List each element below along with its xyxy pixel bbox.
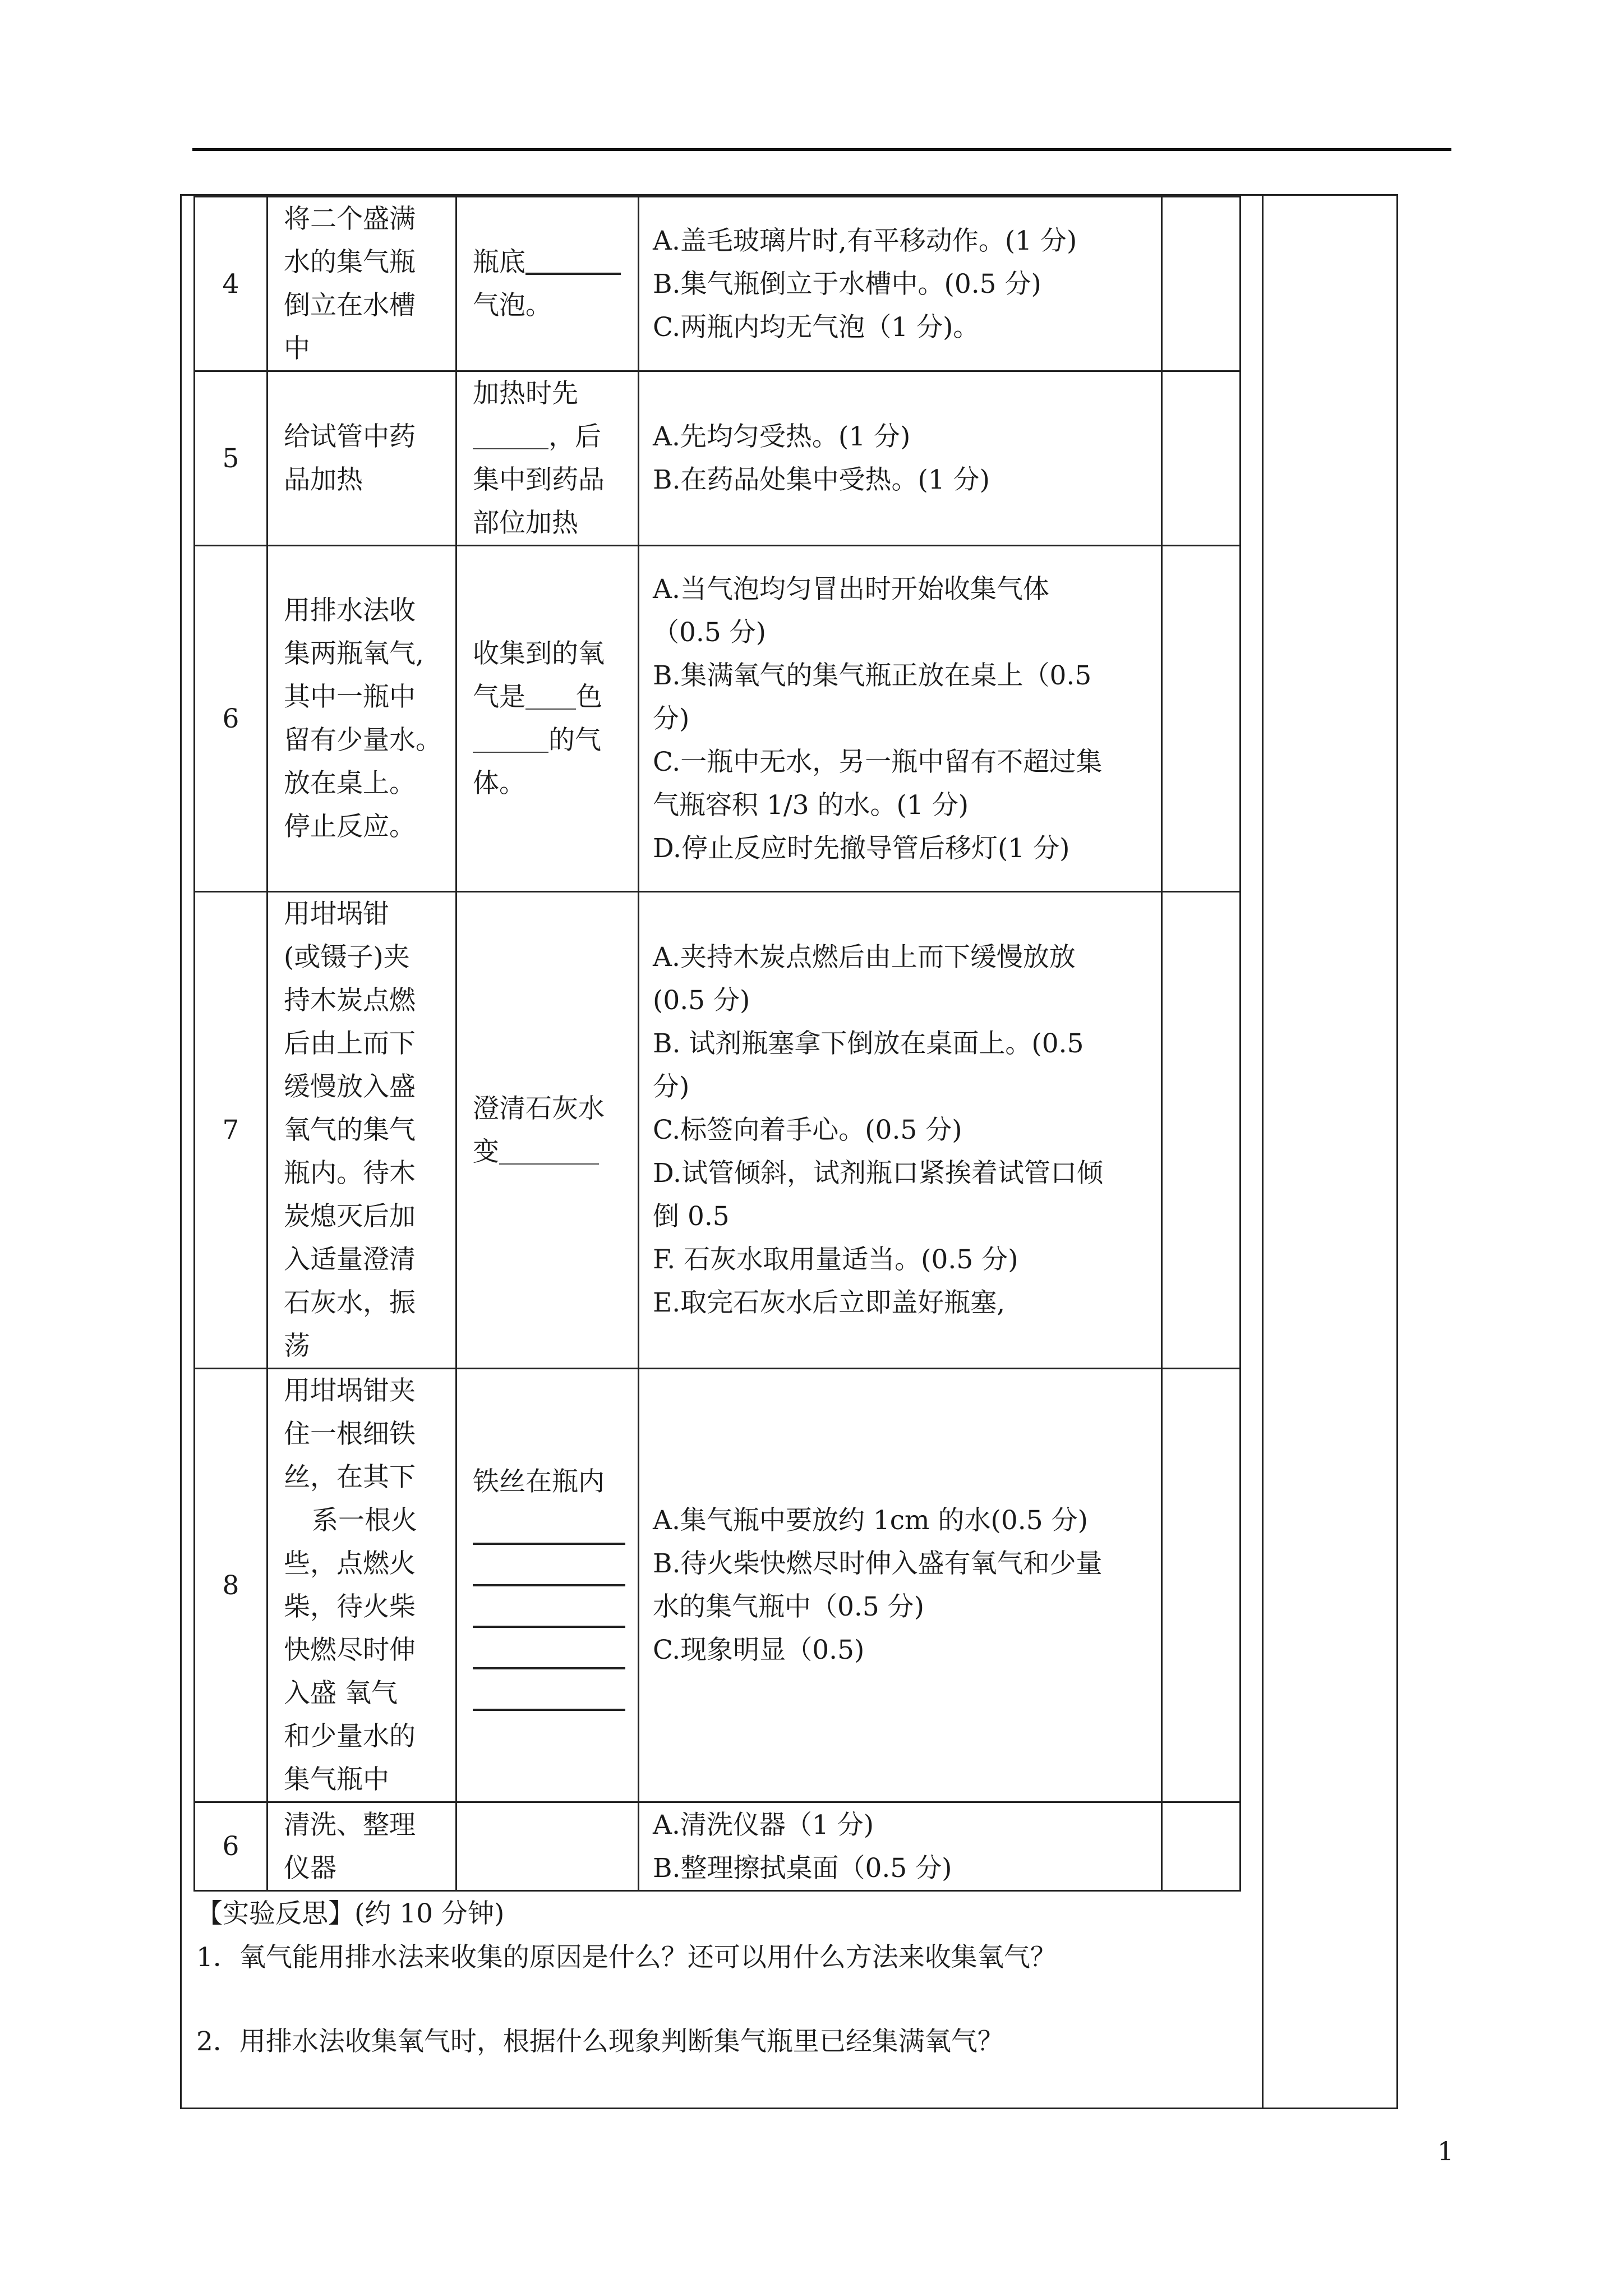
criteria-cell	[639, 546, 1162, 892]
criteria-line: 分)	[653, 703, 690, 734]
operation-line: 持木炭点燃	[284, 985, 416, 1016]
phenomenon-cell	[457, 892, 639, 1369]
criteria-line: A.集气瓶中要放约 1cm 的水(0.5 分)	[653, 1505, 1088, 1536]
criteria-line: A.当气泡均匀冒出时开始收集气体	[653, 573, 1049, 605]
phenomenon-text: 集中到药品	[473, 464, 605, 495]
criteria-line: D.试管倾斜，试剂瓶口紧挨着试管口倾	[653, 1158, 1103, 1189]
operation-line: 中	[284, 333, 310, 364]
phenomenon-cell	[457, 546, 639, 892]
criteria-cell	[639, 197, 1162, 371]
reflection-heading: 【实验反思】(约 10 分钟)	[196, 1898, 505, 1929]
operation-cell	[268, 892, 457, 1369]
reflection-question-1: 1．氧气能用排水法来收集的原因是什么？还可以用什么方法来收集氧气？	[196, 1942, 1057, 1973]
answer-blank[interactable]	[525, 682, 576, 710]
phenomenon-text: 铁丝在瓶内	[473, 1466, 605, 1497]
phenomenon-text: 气是	[473, 682, 525, 712]
operation-line: 留有少量水。	[284, 725, 442, 756]
operation-line: 石灰水，振	[284, 1287, 416, 1318]
operation-line: 集气瓶中	[284, 1764, 389, 1795]
table-row	[195, 546, 1241, 892]
answer-blank[interactable]	[473, 725, 548, 753]
phenomenon-text: 色	[576, 682, 602, 712]
criteria-line: B.待火柴快燃尽时伸入盛有氧气和少量	[653, 1548, 1103, 1579]
operation-line: 缓慢放入盛	[284, 1071, 416, 1102]
score-cell	[1162, 546, 1241, 892]
operation-line: 集两瓶氧气,	[284, 638, 424, 669]
row-number: 5	[195, 371, 268, 546]
table-row	[195, 1369, 1241, 1802]
row-number: 7	[195, 892, 268, 1369]
operation-line: 住一根细铁	[284, 1419, 416, 1450]
experiment-table	[193, 196, 1241, 1892]
phenomenon-text: 体。	[473, 768, 525, 799]
criteria-line: B. 试剂瓶塞拿下倒放在桌面上。(0.5	[653, 1028, 1084, 1059]
operation-cell	[268, 197, 457, 371]
criteria-line: （0.5 分)	[653, 616, 767, 648]
table-row	[195, 892, 1241, 1369]
operation-line: 给试管中药	[284, 421, 416, 452]
operation-line: 其中一瓶中	[284, 682, 416, 712]
operation-line: 氧气的集气	[284, 1115, 416, 1145]
operation-line: 仪器	[284, 1852, 336, 1884]
score-cell	[1162, 1369, 1241, 1802]
criteria-line: A.先均匀受热。(1 分)	[653, 421, 911, 452]
criteria-line: C.标签向着手心。(0.5 分)	[653, 1115, 962, 1145]
criteria-line: C.一瓶中无水，另一瓶中留有不超过集	[653, 746, 1103, 777]
score-cell	[1162, 892, 1241, 1369]
criteria-line: E.取完石灰水后立即盖好瓶塞,	[653, 1287, 1006, 1318]
table-row	[195, 1802, 1241, 1891]
score-cell	[1162, 1802, 1241, 1891]
operation-line: 用排水法收	[284, 595, 416, 626]
phenomenon-text: ，后	[548, 421, 601, 452]
operation-line: 柴，待火柴	[284, 1591, 416, 1622]
answer-blank[interactable]	[473, 1669, 625, 1711]
row-number: 8	[195, 1369, 268, 1802]
criteria-line: A.盖毛玻璃片时,有平移动作。(1 分)	[653, 225, 1077, 256]
operation-cell	[268, 1369, 457, 1802]
phenomenon-cell	[457, 1369, 639, 1802]
criteria-line: 分)	[653, 1071, 690, 1102]
operation-line: 入适量澄清	[284, 1244, 416, 1275]
phenomenon-cell	[457, 197, 639, 371]
table-row	[195, 197, 1241, 371]
phenomenon-cell	[457, 371, 639, 546]
operation-line: 瓶内。待木	[284, 1158, 416, 1189]
answer-blank[interactable]	[473, 1545, 625, 1586]
operation-line: 倒立在水槽	[284, 290, 416, 321]
phenomenon-text: 变	[473, 1136, 499, 1167]
criteria-cell	[639, 371, 1162, 546]
operation-line: 将二个盛满	[284, 204, 416, 234]
criteria-cell	[639, 892, 1162, 1369]
operation-line: 停止反应。	[284, 811, 416, 842]
row-number: 4	[195, 197, 268, 371]
criteria-line: A.清洗仪器（1 分)	[653, 1809, 874, 1841]
criteria-line: B.在药品处集中受热。(1 分)	[653, 464, 990, 495]
criteria-line: B.集气瓶倒立于水槽中。(0.5 分)	[653, 268, 1041, 300]
operation-line: 系一根火	[312, 1505, 417, 1536]
phenomenon-text: 的气	[548, 725, 601, 756]
operation-line: 放在桌上。	[284, 768, 416, 799]
criteria-line: 倒 0.5	[653, 1201, 730, 1232]
reflection-question-2: 2．用排水法收集氧气时，根据什么现象判断集气瓶里已经集满氧气？	[196, 2026, 1004, 2057]
table-row	[195, 371, 1241, 546]
criteria-line: B.集满氧气的集气瓶正放在桌上（0.5	[653, 660, 1092, 691]
answer-blank[interactable]	[473, 1628, 625, 1669]
answer-blank[interactable]	[525, 246, 621, 275]
row-number: 6	[195, 546, 268, 892]
criteria-line: F. 石灰水取用量适当。(0.5 分)	[653, 1244, 1018, 1275]
phenomenon-text: 澄清石灰水	[473, 1093, 605, 1124]
phenomenon-text: 收集到的氧	[473, 638, 605, 669]
answer-blank[interactable]	[473, 422, 548, 449]
side-column-divider	[1262, 194, 1264, 2109]
operation-line: 清洗、整理	[284, 1809, 416, 1841]
operation-line: 水的集气瓶	[284, 247, 416, 278]
phenomenon-text: 部位加热	[473, 508, 578, 539]
criteria-line: C.两瓶内均无气泡（1 分)。	[653, 311, 980, 343]
score-cell	[1162, 371, 1241, 546]
operation-line: 炭熄灭后加	[284, 1201, 416, 1232]
operation-line: 快燃尽时伸	[284, 1635, 416, 1665]
score-cell	[1162, 197, 1241, 371]
operation-line: 用坩埚钳夹	[284, 1375, 416, 1406]
operation-line: 品加热	[284, 464, 363, 495]
phenomenon-text: 加热时先	[473, 378, 578, 409]
answer-blank[interactable]	[499, 1137, 599, 1165]
criteria-line: A.夹持木炭点燃后由上而下缓慢放放	[653, 942, 1076, 973]
phenomenon-text: 气泡。	[473, 290, 552, 321]
operation-cell	[268, 1802, 457, 1891]
operation-line: 入盛 氧气	[284, 1678, 398, 1709]
phenomenon-cell	[457, 1802, 639, 1891]
operation-line: (或镊子)夹	[284, 942, 410, 973]
operation-line: 和少量水的	[284, 1721, 416, 1752]
criteria-line: B.整理擦拭桌面（0.5 分)	[653, 1852, 952, 1884]
criteria-cell	[639, 1802, 1162, 1891]
criteria-line: (0.5 分)	[653, 985, 750, 1016]
criteria-line: 水的集气瓶中（0.5 分)	[653, 1591, 925, 1622]
criteria-cell	[639, 1369, 1162, 1802]
operation-cell	[268, 371, 457, 546]
header-rule	[192, 148, 1451, 151]
operation-line: 后由上而下	[284, 1028, 416, 1059]
criteria-line: C.现象明显（0.5)	[653, 1635, 865, 1665]
operation-line: 丝，在其下	[284, 1462, 416, 1493]
row-number: 6	[195, 1802, 268, 1891]
criteria-line: 气瓶容积 1/3 的水。(1 分)	[653, 789, 969, 821]
operation-line: 些，点燃火	[284, 1548, 416, 1579]
answer-blank[interactable]	[473, 1586, 625, 1628]
phenomenon-text: 瓶底	[473, 247, 525, 278]
operation-cell	[268, 546, 457, 892]
criteria-line: D.停止反应时先撤导管后移灯(1 分)	[653, 832, 1070, 864]
operation-line: 用坩埚钳	[284, 899, 389, 930]
operation-line: 荡	[284, 1331, 310, 1361]
answer-blank[interactable]	[473, 1503, 625, 1545]
page-number: 1	[1437, 2136, 1454, 2166]
